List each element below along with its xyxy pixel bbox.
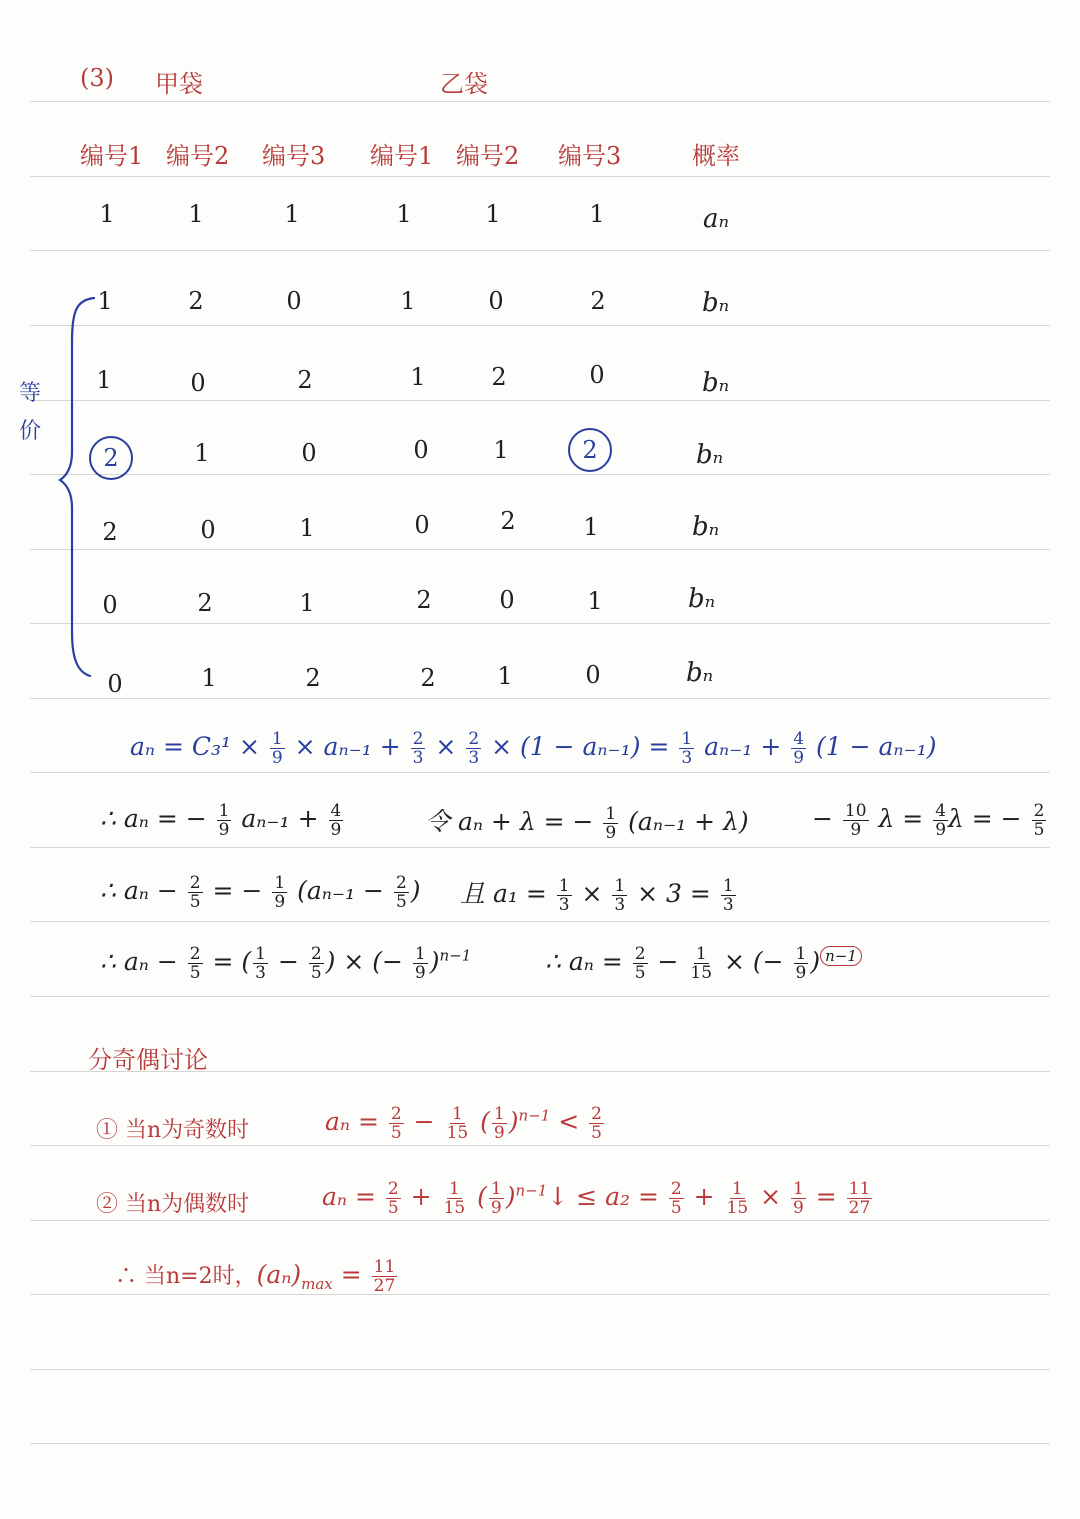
denominator: 9 bbox=[850, 820, 862, 840]
table-cell: 1 bbox=[497, 662, 513, 690]
table-cell: 0 bbox=[413, 436, 429, 464]
rule-line bbox=[30, 847, 1050, 848]
text: aₙ₋₁ + bbox=[233, 804, 327, 833]
table-cell: 1 bbox=[97, 287, 113, 315]
text: + bbox=[685, 1182, 723, 1211]
fraction bbox=[791, 730, 806, 767]
denominator: 5 bbox=[310, 963, 322, 983]
table-cell: 1 bbox=[188, 200, 204, 228]
table-cell: 1 bbox=[400, 287, 416, 315]
table-cell: 2 bbox=[590, 287, 606, 315]
text: × bbox=[427, 732, 465, 761]
general-term bbox=[545, 945, 862, 982]
denominator: 27 bbox=[848, 1198, 871, 1218]
denominator: 15 bbox=[690, 963, 713, 983]
subscript: max bbox=[301, 1275, 333, 1293]
numerator: 1 bbox=[731, 1179, 743, 1199]
denominator: 5 bbox=[189, 892, 201, 912]
derivation-line-3 bbox=[100, 874, 421, 911]
bag-a-title: 甲袋 bbox=[155, 70, 203, 98]
recurrence-equation bbox=[130, 730, 937, 767]
denominator: 5 bbox=[1033, 820, 1045, 840]
numerator: 2 bbox=[1033, 801, 1045, 821]
col-header-probability: 概率 bbox=[692, 142, 740, 170]
fraction bbox=[557, 877, 572, 914]
fraction bbox=[442, 1180, 468, 1217]
denominator: 5 bbox=[670, 1198, 682, 1218]
table-cell: 1 bbox=[284, 200, 300, 228]
table-cell: 0 bbox=[499, 586, 515, 614]
fraction bbox=[589, 1105, 604, 1142]
fraction bbox=[272, 874, 287, 911]
denominator: 9 bbox=[274, 892, 286, 912]
denominator: 5 bbox=[387, 1198, 399, 1218]
text: ) bbox=[810, 947, 821, 976]
conclusion bbox=[115, 1258, 399, 1295]
table-cell: 1 bbox=[201, 664, 217, 692]
denominator: 9 bbox=[605, 823, 617, 843]
exponent: n−1 bbox=[515, 1181, 548, 1200]
fraction bbox=[688, 945, 714, 982]
rule-line bbox=[30, 474, 1050, 475]
equivalent-label: 等价 bbox=[18, 381, 41, 444]
text: ) × (− bbox=[325, 947, 411, 976]
bag-b-title: 乙袋 bbox=[440, 70, 488, 98]
exponent: n−1 bbox=[518, 1106, 551, 1125]
numerator: 2 bbox=[310, 944, 322, 964]
table-cell: 1 bbox=[96, 366, 112, 394]
text: − bbox=[270, 947, 307, 976]
table-cell: 0 bbox=[488, 287, 504, 315]
denominator: 15 bbox=[443, 1198, 466, 1218]
table-cell: 2 bbox=[297, 366, 313, 394]
text: ) bbox=[505, 1182, 516, 1211]
text: ∴ aₙ − bbox=[100, 876, 186, 905]
numerator: 11 bbox=[848, 1179, 871, 1199]
circle-mark: 2 bbox=[89, 436, 133, 480]
denominator: 3 bbox=[468, 748, 480, 768]
table-cell-probability: bₙ bbox=[686, 658, 714, 688]
denominator: 9 bbox=[793, 1198, 804, 1218]
table-cell-probability: bₙ bbox=[702, 368, 730, 398]
denominator: 9 bbox=[935, 820, 947, 840]
table-cell: 2 bbox=[102, 518, 118, 546]
table-cell: 1 bbox=[396, 200, 412, 228]
table-cell: 0 bbox=[589, 361, 605, 389]
table-cell: 0 bbox=[286, 287, 302, 315]
numerator: 4 bbox=[793, 729, 805, 749]
text: = bbox=[807, 1182, 845, 1211]
denominator: 3 bbox=[681, 748, 693, 768]
parity-title: 分奇偶讨论 bbox=[88, 1046, 208, 1074]
fraction bbox=[411, 730, 426, 767]
numerator: 1 bbox=[493, 1104, 505, 1124]
col-header: 编号3 bbox=[558, 142, 622, 170]
table-cell-probability: bₙ bbox=[696, 440, 724, 470]
fraction bbox=[633, 945, 648, 982]
rule-line bbox=[30, 250, 1050, 251]
derivation-line-2-lambda bbox=[948, 802, 1048, 839]
denominator: 9 bbox=[218, 820, 230, 840]
odd-case-label: ① 当n为奇数时 bbox=[96, 1118, 250, 1143]
denominator: 3 bbox=[614, 895, 626, 915]
fraction bbox=[389, 1105, 404, 1142]
even-case-label: ② 当n为偶数时 bbox=[96, 1192, 250, 1217]
numerator: 1 bbox=[681, 729, 693, 749]
rule-line bbox=[30, 176, 1050, 177]
fraction bbox=[386, 1180, 401, 1217]
text: ∴ aₙ = bbox=[545, 947, 631, 976]
fraction bbox=[413, 945, 428, 982]
text: 且 a₁ = bbox=[460, 879, 555, 908]
fraction bbox=[791, 1180, 806, 1217]
numerator: 2 bbox=[634, 944, 646, 964]
rule-line bbox=[30, 101, 1050, 102]
denominator: 9 bbox=[330, 820, 342, 840]
rule-line bbox=[30, 325, 1050, 326]
fraction bbox=[612, 877, 627, 914]
derivation-line-2-solve bbox=[812, 802, 950, 839]
text: aₙ₋₁ + bbox=[696, 732, 790, 761]
text: ) bbox=[429, 947, 440, 976]
fraction bbox=[679, 730, 694, 767]
col-header: 编号2 bbox=[166, 142, 230, 170]
fraction bbox=[489, 1180, 504, 1217]
denominator: 15 bbox=[446, 1123, 469, 1143]
denominator: 9 bbox=[493, 1123, 505, 1143]
text: ∴ 当n=2时， bbox=[115, 1264, 257, 1289]
fraction bbox=[188, 874, 203, 911]
derivation-line-3-initial bbox=[460, 874, 738, 914]
rule-line bbox=[30, 772, 1050, 773]
fraction bbox=[933, 802, 948, 839]
table-cell: 0 bbox=[190, 369, 206, 397]
rule-line bbox=[30, 921, 1050, 922]
col-header: 编号2 bbox=[456, 142, 520, 170]
table-cell: 2 bbox=[305, 664, 321, 692]
text: λ = bbox=[870, 804, 932, 833]
numerator: 2 bbox=[670, 1179, 682, 1199]
text: ≤ a₂ = bbox=[568, 1182, 667, 1211]
text: ( bbox=[472, 1107, 490, 1136]
rule-line bbox=[30, 400, 1050, 401]
text: × (− bbox=[716, 947, 792, 976]
numerator: 10 bbox=[844, 801, 867, 821]
fraction bbox=[309, 945, 324, 982]
text: × bbox=[752, 1182, 789, 1211]
rule-line bbox=[30, 698, 1050, 699]
rule-line bbox=[30, 1145, 1050, 1146]
numerator: 2 bbox=[395, 873, 407, 893]
text: (1 − aₙ₋₁) bbox=[808, 732, 937, 761]
denominator: 5 bbox=[390, 1123, 402, 1143]
fraction bbox=[466, 730, 481, 767]
fraction bbox=[794, 945, 809, 982]
table-cell: 1 bbox=[194, 439, 210, 467]
table-cell: 0 bbox=[301, 439, 317, 467]
text: = ( bbox=[204, 947, 252, 976]
numerator: 2 bbox=[412, 729, 424, 749]
highlighted-exponent: n−1 bbox=[820, 946, 862, 966]
rule-line bbox=[30, 623, 1050, 624]
text: (aₙ) bbox=[256, 1260, 302, 1289]
rule-line bbox=[30, 1443, 1050, 1444]
numerator: 2 bbox=[387, 1179, 399, 1199]
numerator: 4 bbox=[330, 801, 342, 821]
table-cell-circled bbox=[560, 428, 620, 472]
table-cell: 0 bbox=[200, 516, 216, 544]
rule-line bbox=[30, 996, 1050, 997]
text: ) bbox=[508, 1107, 519, 1136]
numerator: 1 bbox=[414, 944, 426, 964]
denominator: 5 bbox=[395, 892, 407, 912]
numerator: 1 bbox=[605, 804, 617, 824]
table-cell: 2 bbox=[420, 664, 436, 692]
table-cell: 1 bbox=[583, 513, 599, 541]
exponent: n−1 bbox=[439, 946, 472, 965]
numerator: 1 bbox=[448, 1179, 460, 1199]
table-cell: 0 bbox=[585, 661, 601, 689]
table-cell: 2 bbox=[491, 363, 507, 391]
table-cell: 1 bbox=[485, 200, 501, 228]
col-header: 编号1 bbox=[370, 142, 434, 170]
numerator: 1 bbox=[218, 801, 230, 821]
denominator: 3 bbox=[412, 748, 424, 768]
text: ( bbox=[469, 1182, 487, 1211]
denominator: 3 bbox=[558, 895, 570, 915]
even-case-inequality bbox=[322, 1180, 874, 1217]
numerator: 1 bbox=[795, 944, 807, 964]
table-cell: 1 bbox=[299, 589, 315, 617]
text: × aₙ₋₁ + bbox=[286, 732, 409, 761]
numerator: 2 bbox=[189, 944, 201, 964]
text: − bbox=[812, 804, 841, 833]
fraction bbox=[843, 802, 869, 839]
fraction bbox=[394, 874, 409, 911]
fraction bbox=[847, 1180, 873, 1217]
numerator: 2 bbox=[591, 1104, 602, 1124]
text: (aₙ₋₁ − bbox=[289, 876, 392, 905]
fraction bbox=[445, 1105, 471, 1142]
fraction bbox=[1032, 802, 1047, 839]
numerator: 1 bbox=[451, 1104, 463, 1124]
denominator: 5 bbox=[591, 1123, 602, 1143]
text: = bbox=[332, 1260, 370, 1289]
table-cell: 1 bbox=[589, 200, 605, 228]
fraction bbox=[372, 1258, 398, 1295]
denominator: 3 bbox=[722, 895, 734, 915]
text: ) bbox=[410, 876, 421, 905]
text: aₙ = bbox=[325, 1107, 387, 1136]
table-cell: 1 bbox=[99, 200, 115, 228]
text: < bbox=[550, 1107, 588, 1136]
text: 令 aₙ + λ = − bbox=[425, 807, 602, 836]
table-cell-probability: bₙ bbox=[692, 512, 720, 542]
numerator: 1 bbox=[255, 944, 266, 964]
numerator: 1 bbox=[695, 944, 707, 964]
denominator: 5 bbox=[634, 963, 646, 983]
fraction bbox=[270, 730, 285, 767]
table-cell: 1 bbox=[299, 514, 315, 542]
text: (aₙ₋₁ + λ) bbox=[620, 807, 749, 836]
denominator: 9 bbox=[490, 1198, 502, 1218]
derivation-line-2-let bbox=[425, 802, 749, 842]
numerator: 1 bbox=[271, 729, 283, 749]
fraction bbox=[253, 945, 268, 982]
text: aₙ = C₃¹ × bbox=[130, 732, 268, 761]
text: − bbox=[649, 947, 687, 976]
rule-line bbox=[30, 1220, 1050, 1221]
text: × 3 = bbox=[629, 879, 719, 908]
text: λ = − bbox=[948, 804, 1030, 833]
derivation-line-2 bbox=[100, 802, 345, 839]
text: = − bbox=[204, 876, 271, 905]
table-cell: 1 bbox=[410, 363, 426, 391]
derivation-line-4 bbox=[100, 945, 471, 982]
text: ∴ aₙ = − bbox=[100, 804, 215, 833]
denominator: 9 bbox=[795, 963, 807, 983]
decreasing-arrow-icon: ↓ bbox=[547, 1182, 569, 1211]
text: − bbox=[405, 1107, 443, 1136]
col-header: 编号1 bbox=[80, 142, 144, 170]
numerator: 11 bbox=[373, 1257, 396, 1277]
table-cell-probability: aₙ bbox=[703, 204, 730, 234]
table-cell: 0 bbox=[107, 670, 123, 698]
numerator: 1 bbox=[722, 876, 734, 896]
table-cell: 2 bbox=[188, 287, 204, 315]
denominator: 9 bbox=[414, 963, 426, 983]
denominator: 15 bbox=[726, 1198, 749, 1218]
text: ∴ aₙ − bbox=[100, 947, 186, 976]
fraction bbox=[217, 802, 232, 839]
text: + bbox=[402, 1182, 440, 1211]
fraction bbox=[329, 802, 344, 839]
denominator: 9 bbox=[271, 748, 283, 768]
table-cell: 1 bbox=[493, 436, 509, 464]
table-cell: 1 bbox=[587, 587, 603, 615]
table-cell: 2 bbox=[500, 507, 516, 535]
table-cell: 0 bbox=[414, 511, 430, 539]
denominator: 5 bbox=[189, 963, 201, 983]
fraction bbox=[188, 945, 203, 982]
circle-mark: 2 bbox=[568, 428, 612, 472]
text: × (1 − aₙ₋₁) = bbox=[483, 732, 678, 761]
table-cell: 0 bbox=[102, 591, 118, 619]
numerator: 4 bbox=[935, 801, 947, 821]
table-cell: 2 bbox=[416, 586, 432, 614]
numerator: 1 bbox=[793, 1179, 804, 1199]
numerator: 2 bbox=[468, 729, 480, 749]
odd-case-inequality bbox=[325, 1105, 606, 1142]
text: × bbox=[573, 879, 611, 908]
numerator: 2 bbox=[189, 873, 201, 893]
table-cell-probability: bₙ bbox=[688, 584, 716, 614]
fraction bbox=[721, 877, 736, 914]
fraction bbox=[603, 805, 618, 842]
table-cell-probability: bₙ bbox=[702, 288, 730, 318]
col-header: 编号3 bbox=[262, 142, 326, 170]
numerator: 1 bbox=[614, 876, 626, 896]
numerator: 1 bbox=[490, 1179, 502, 1199]
fraction bbox=[725, 1180, 751, 1217]
part-number: (3) bbox=[80, 64, 114, 92]
rule-line bbox=[30, 549, 1050, 550]
numerator: 1 bbox=[558, 876, 570, 896]
table-cell: 2 bbox=[197, 589, 213, 617]
denominator: 27 bbox=[373, 1276, 396, 1296]
numerator: 2 bbox=[390, 1104, 402, 1124]
denominator: 9 bbox=[793, 748, 805, 768]
rule-line bbox=[30, 1369, 1050, 1370]
fraction bbox=[492, 1105, 507, 1142]
curly-brace-icon bbox=[58, 292, 98, 682]
denominator: 3 bbox=[255, 963, 266, 983]
text: aₙ = bbox=[322, 1182, 384, 1211]
numerator: 1 bbox=[274, 873, 286, 893]
fraction bbox=[669, 1180, 684, 1217]
